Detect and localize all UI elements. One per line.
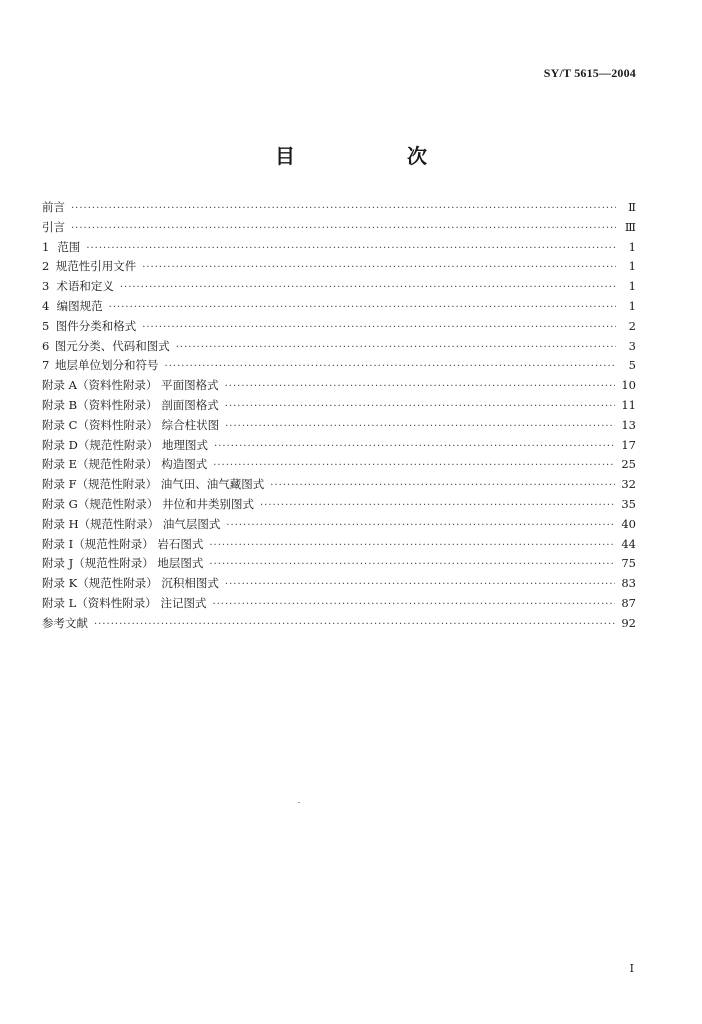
toc-entry [42, 574, 636, 594]
toc-entry-label: 范围 [57, 239, 81, 254]
toc-entry [42, 396, 636, 416]
toc-entry [42, 277, 636, 297]
toc-entry-label: 附录 A（资料性附录） 平面图格式 [42, 378, 219, 393]
toc-entry-page: 5 [628, 358, 636, 373]
toc-entry-label: 前言 [42, 200, 65, 214]
scan-speck [298, 802, 300, 803]
toc-dot-leader [213, 456, 615, 476]
toc-entry-page: 2 [628, 318, 636, 333]
toc-entry-number: 4 [42, 298, 50, 313]
toc-entry-label: 地层单位划分和符号 [55, 358, 159, 373]
toc-entry-page: 13 [621, 417, 636, 432]
table-of-contents [42, 198, 636, 634]
toc-entry-label: 附录 K（规范性附录） 沉积相图式 [42, 576, 219, 591]
toc-entry-label: 附录 G（规范性附录） 井位和井类别图式 [42, 496, 254, 511]
toc-entry-page: 35 [621, 496, 636, 511]
toc-dot-leader [212, 595, 615, 615]
toc-entry-page: 17 [621, 437, 636, 452]
toc-entry [42, 554, 636, 574]
toc-entry [42, 475, 636, 495]
toc-entry-label: 附录 F（规范性附录） 油气田、油气藏图式 [42, 477, 265, 492]
toc-entry-label: 附录 E（规范性附录） 构造图式 [42, 457, 208, 472]
toc-entry [42, 416, 636, 436]
standard-number: SY/T 5615—2004 [543, 66, 636, 80]
toc-dot-leader [209, 536, 615, 556]
toc-entry-label: 图件分类和格式 [55, 318, 137, 333]
toc-entry-label: 附录 L（资料性附录） 注记图式 [42, 595, 207, 610]
toc-entry-page: 87 [621, 595, 636, 610]
toc-entry-label: 附录 J（规范性附录） 地层图式 [42, 556, 204, 571]
toc-entry-page: 25 [621, 457, 636, 472]
toc-dot-leader [260, 496, 615, 516]
toc-entry-label: 术语和定义 [56, 279, 114, 294]
toc-entry-page: 32 [621, 477, 636, 492]
toc-dot-leader [214, 437, 615, 457]
toc-entry-page: Ⅲ [624, 219, 636, 234]
toc-entry-label: 附录 I（规范性附录） 岩石图式 [42, 536, 204, 551]
toc-entry [42, 218, 636, 238]
toc-entry-number: 5 [42, 318, 50, 333]
toc-entry-page: 92 [621, 615, 636, 630]
toc-entry [42, 495, 636, 515]
toc-dot-leader [165, 357, 616, 377]
toc-dot-leader [225, 575, 615, 595]
toc-entry [42, 436, 636, 456]
toc-dot-leader [120, 278, 616, 298]
toc-entry [42, 337, 636, 357]
toc-entry-page: 1 [628, 239, 636, 254]
toc-dot-leader [109, 298, 616, 318]
toc-entry [42, 198, 636, 218]
toc-entry [42, 376, 636, 396]
toc-entry-page: 75 [621, 556, 636, 571]
toc-entry [42, 238, 636, 258]
toc-entry-page: 10 [621, 378, 636, 393]
toc-dot-leader [71, 199, 616, 219]
toc-dot-leader [86, 239, 616, 259]
toc-entry [42, 317, 636, 337]
toc-entry-page: 11 [621, 397, 636, 412]
toc-entry-label: 编图规范 [56, 298, 103, 313]
toc-dot-leader [176, 338, 616, 358]
toc-dot-leader [71, 219, 616, 239]
toc-entry [42, 594, 636, 614]
toc-entry-page: 1 [628, 279, 636, 294]
toc-dot-leader [142, 258, 616, 278]
toc-dot-leader [270, 476, 615, 496]
toc-entry-label: 附录 H（规范性附录） 油气层图式 [42, 516, 221, 531]
toc-entry-label: 规范性引用文件 [55, 259, 137, 274]
toc-dot-leader [94, 615, 615, 635]
toc-entry-page: 40 [621, 516, 636, 531]
toc-entry-page: 1 [628, 298, 636, 313]
toc-dot-leader [225, 417, 615, 437]
toc-entry-number: 3 [42, 279, 50, 294]
toc-entry [42, 455, 636, 475]
page-title: 目 次 [275, 144, 473, 168]
toc-dot-leader [225, 377, 616, 397]
toc-entry-number: 1 [42, 239, 50, 254]
toc-entry-number: 2 [42, 259, 50, 274]
toc-entry-label: 附录 B（资料性附录） 剖面图格式 [42, 397, 219, 412]
toc-entry-page: Ⅱ [628, 200, 636, 214]
toc-entry [42, 535, 636, 555]
page-number: I [629, 962, 634, 975]
toc-entry-page: 3 [628, 338, 636, 353]
toc-entry-page: 44 [621, 536, 636, 551]
toc-entry-label: 附录 C（资料性附录） 综合柱状图 [42, 417, 220, 432]
toc-entry-label: 引言 [42, 219, 65, 234]
toc-dot-leader [226, 516, 615, 536]
toc-entry-number: 7 [42, 358, 50, 373]
toc-entry [42, 257, 636, 277]
toc-entry-page: 83 [621, 576, 636, 591]
toc-entry-label: 参考文献 [42, 615, 88, 630]
toc-entry-label: 附录 D（规范性附录） 地理图式 [42, 437, 209, 452]
toc-entry-page: 1 [628, 259, 636, 274]
toc-dot-leader [209, 555, 615, 575]
toc-entry [42, 515, 636, 535]
toc-entry-label: 图元分类、代码和图式 [54, 338, 170, 353]
toc-entry [42, 614, 636, 634]
toc-dot-leader [225, 397, 616, 417]
toc-entry [42, 356, 636, 376]
toc-entry-number: 6 [42, 338, 50, 353]
toc-entry [42, 297, 636, 317]
toc-dot-leader [142, 318, 616, 338]
